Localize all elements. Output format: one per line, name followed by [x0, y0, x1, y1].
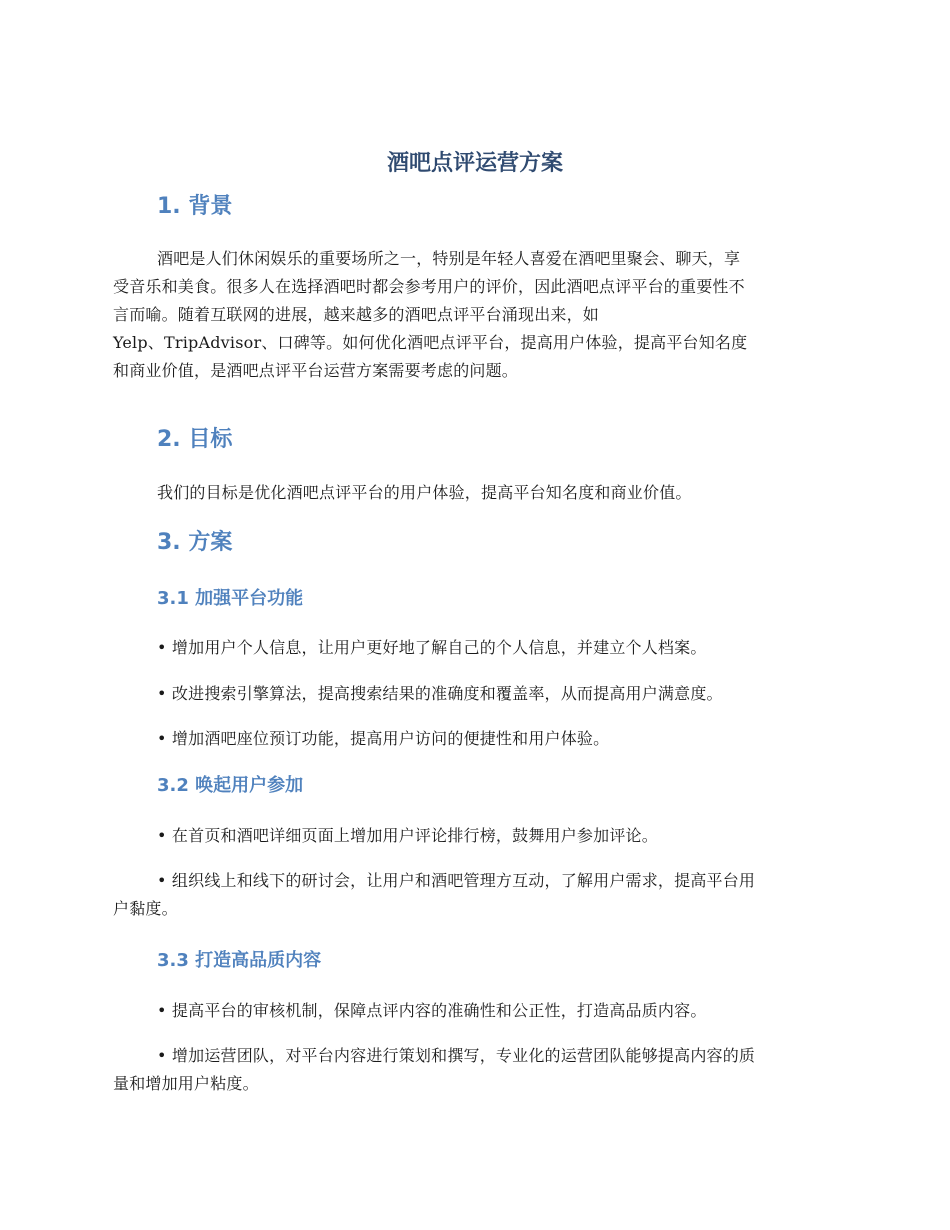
list-item-line-1: • 增加运营团队，对平台内容进行策划和撰写，专业化的运营团队能够提高内容的质	[157, 1046, 756, 1065]
plan-3-1-item-2	[113, 680, 840, 708]
plan-3-2-item-2	[113, 867, 840, 923]
background-line-4: Yelp、TripAdvisor、口碑等。如何优化酒吧点评平台，提高用户体验，提高平台知名度	[113, 333, 748, 352]
background-line-5: 和商业价值，是酒吧点评平台运营方案需要考虑的问题。	[113, 361, 519, 380]
document-title: 酒吧点评运营方案	[386, 151, 563, 176]
plan-3-3-item-2	[113, 1042, 840, 1098]
heading-goal: 2. 目标	[157, 427, 233, 452]
background-paragraph	[113, 245, 840, 385]
plan-3-2-item-1	[113, 822, 840, 850]
heading-plan-3-2: 3.2 唤起用户参加	[157, 775, 304, 796]
list-item-line-2: 户黏度。	[113, 899, 178, 918]
list-item-line-2: 量和增加用户粘度。	[113, 1074, 259, 1093]
list-item: • 在首页和酒吧详细页面上增加用户评论排行榜，鼓舞用户参加评论。	[157, 826, 658, 845]
plan-3-1-item-1	[113, 634, 840, 662]
heading-plan-3-1: 3.1 加强平台功能	[157, 588, 304, 609]
list-item: • 增加酒吧座位预订功能，提高用户访问的便捷性和用户体验。	[157, 729, 610, 748]
list-item-line-1: • 组织线上和线下的研讨会，让用户和酒吧管理方互动，了解用户需求，提高平台用	[157, 871, 756, 890]
goal-paragraph	[113, 479, 840, 507]
plan-3-1-item-3	[113, 725, 840, 753]
background-line-1: 酒吧是人们休闲娱乐的重要场所之一，特别是年轻人喜爱在酒吧里聚会、聊天，享	[157, 249, 741, 268]
list-item: • 改进搜索引擎算法，提高搜索结果的准确度和覆盖率，从而提高用户满意度。	[157, 684, 723, 703]
list-item: • 提高平台的审核机制，保障点评内容的准确性和公正性，打造高品质内容。	[157, 1001, 707, 1020]
heading-background: 1. 背景	[157, 194, 233, 219]
background-line-3: 言而喻。随着互联网的进展，越来越多的酒吧点评平台涌现出来，如	[113, 305, 600, 324]
heading-plan: 3. 方案	[157, 530, 233, 555]
plan-3-3-item-1	[113, 997, 840, 1025]
background-line-2: 受音乐和美食。很多人在选择酒吧时都会参考用户的评价，因此酒吧点评平台的重要性不	[113, 277, 745, 296]
goal-text: 我们的目标是优化酒吧点评平台的用户体验，提高平台知名度和商业价值。	[157, 483, 692, 502]
heading-plan-3-3: 3.3 打造高品质内容	[157, 950, 322, 971]
list-item: • 增加用户个人信息，让用户更好地了解自己的个人信息，并建立个人档案。	[157, 638, 707, 657]
